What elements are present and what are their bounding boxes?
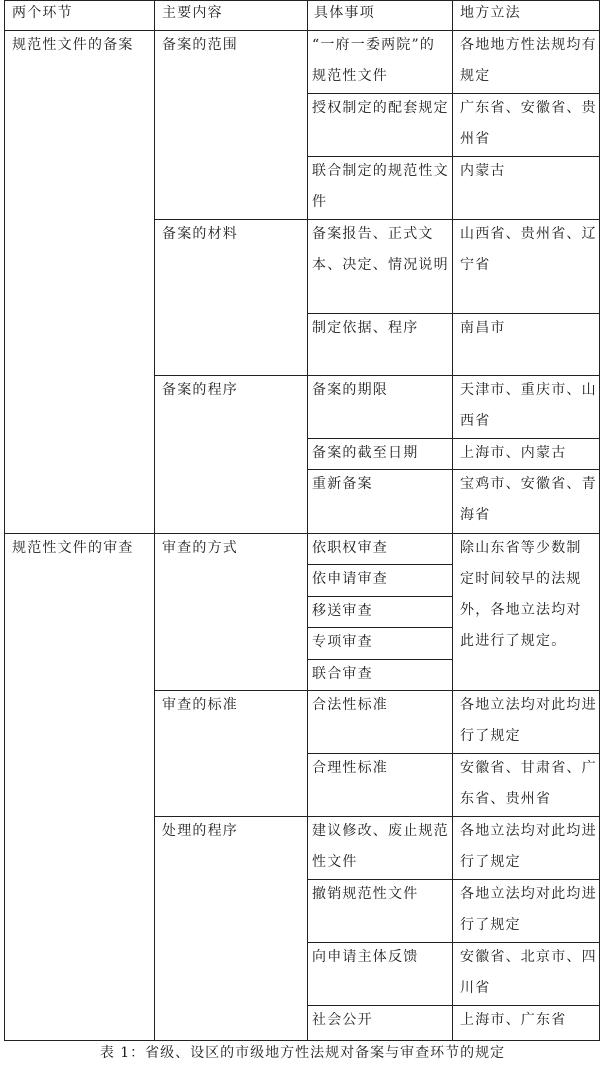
law-text: 各地立法均对此均进行了规定 bbox=[460, 823, 597, 870]
item-text: 移送审查 bbox=[312, 603, 373, 619]
item-text: 撤销规范性文件 bbox=[312, 886, 419, 902]
group-content: 备案的材料 bbox=[162, 226, 238, 242]
item-text: “一府一委两院”的规范性文件 bbox=[312, 37, 436, 84]
group-content: 审查的方式 bbox=[162, 540, 238, 556]
item-text: 重新备案 bbox=[312, 476, 373, 492]
item-text: 备案的截至日期 bbox=[312, 445, 419, 461]
item-text: 备案报告、正式文本、决定、情况说明 bbox=[312, 226, 449, 273]
group-content: 审查的标准 bbox=[162, 697, 238, 713]
item-text: 向申请主体反馈 bbox=[312, 949, 419, 965]
law-text: 宝鸡市、安徽省、青海省 bbox=[460, 476, 597, 523]
header-content: 主要内容 bbox=[162, 5, 223, 21]
section-name: 规范性文件的备案 bbox=[12, 37, 134, 53]
item-text: 社会公开 bbox=[312, 1012, 373, 1028]
item-text: 建议修改、废止规范性文件 bbox=[312, 823, 449, 870]
law-text: 各地立法均对此均进行了规定 bbox=[460, 697, 597, 744]
item-text: 依申请审查 bbox=[312, 571, 388, 587]
law-text: 山西省、贵州省、辽宁省 bbox=[460, 226, 597, 273]
section-name: 规范性文件的审查 bbox=[12, 540, 134, 556]
law-text: 广东省、安徽省、贵州省 bbox=[460, 100, 597, 147]
law-text: 内蒙古 bbox=[460, 163, 506, 179]
item-text: 联合审查 bbox=[312, 666, 373, 682]
law-text: 各地立法均对此均进行了规定 bbox=[460, 886, 597, 933]
law-text: 安徽省、北京市、四川省 bbox=[460, 949, 597, 996]
header-phase: 两个环节 bbox=[12, 5, 73, 21]
item-text: 专项审查 bbox=[312, 634, 373, 650]
law-text: 上海市、内蒙古 bbox=[460, 445, 567, 461]
item-text: 合理性标准 bbox=[312, 760, 388, 776]
item-text: 联合制定的规范性文件 bbox=[312, 163, 449, 210]
item-text: 依职权审查 bbox=[312, 540, 388, 556]
law-text: 安徽省、甘肃省、广东省、贵州省 bbox=[460, 760, 597, 807]
header-item: 具体事项 bbox=[314, 5, 375, 21]
item-text: 备案的期限 bbox=[312, 382, 388, 398]
law-text: 天津市、重庆市、山西省 bbox=[460, 382, 597, 429]
group-content: 备案的程序 bbox=[162, 382, 238, 398]
table-caption: 表 1：省级、设区的市级地方性法规对备案与审查环节的规定 bbox=[99, 1045, 506, 1061]
item-text: 授权制定的配套规定 bbox=[312, 100, 449, 116]
regulation-table bbox=[4, 0, 600, 1041]
item-text: 制定依据、程序 bbox=[312, 320, 419, 336]
law-text: 上海市、广东省 bbox=[460, 1012, 567, 1028]
law-text: 各地地方性法规均有规定 bbox=[460, 37, 597, 84]
group-content: 处理的程序 bbox=[162, 823, 238, 839]
group-content: 备案的范围 bbox=[162, 37, 238, 53]
law-text: 南昌市 bbox=[460, 320, 506, 336]
law-text: 除山东省等少数制定时间较早的法规外，各地立法均对此进行了规定。 bbox=[460, 540, 582, 649]
header-law: 地方立法 bbox=[460, 5, 521, 21]
item-text: 合法性标准 bbox=[312, 697, 388, 713]
